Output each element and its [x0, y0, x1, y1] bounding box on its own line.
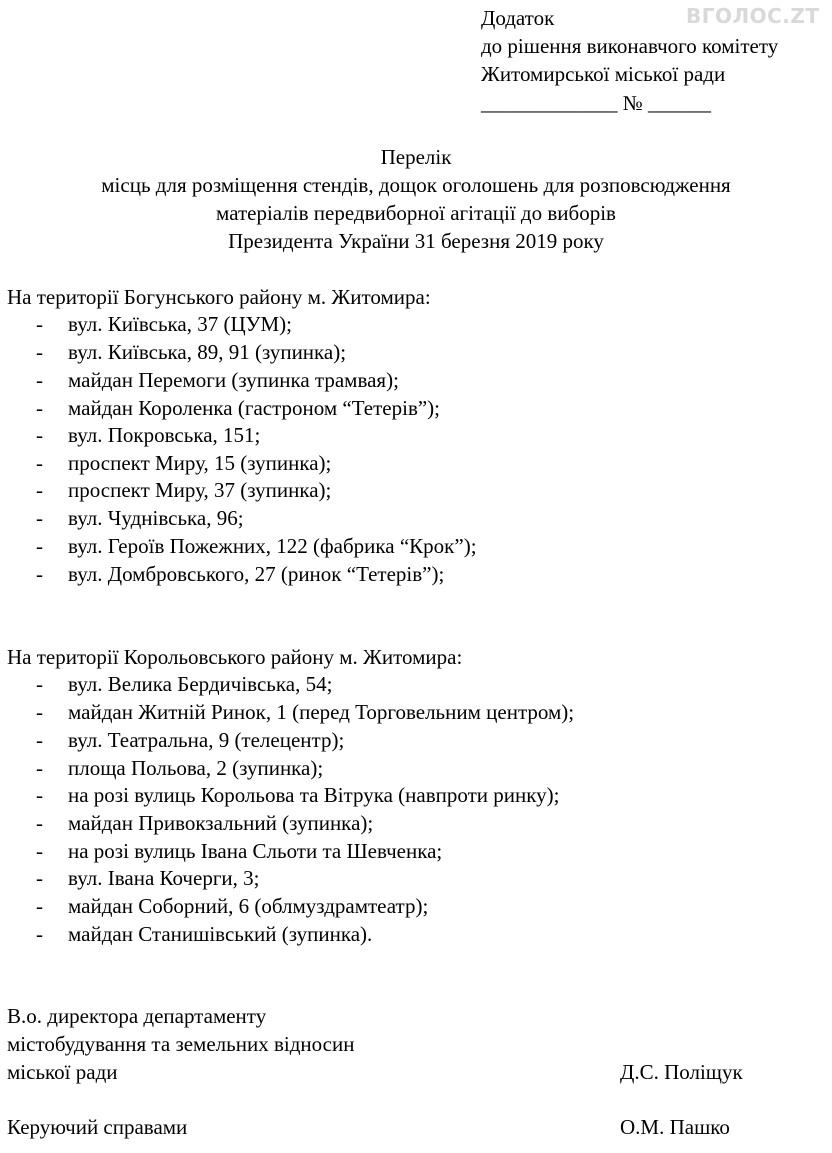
- list-item: вул. Київська, 89, 91 (зупинка);: [68, 340, 347, 364]
- bullet-dash: -: [36, 811, 43, 835]
- list-item: проспект Миру, 15 (зупинка);: [68, 451, 332, 475]
- list-item: майдан Перемоги (зупинка трамвая);: [68, 368, 399, 392]
- bullet-dash: -: [36, 728, 43, 752]
- section-heading: На території Корольовського району м. Житомира:: [7, 645, 463, 669]
- bullet-dash: -: [36, 506, 43, 530]
- bullet-dash: -: [36, 478, 43, 502]
- bullet-dash: -: [36, 756, 43, 780]
- bullet-dash: -: [36, 839, 43, 863]
- list-item: вул. Домбровського, 27 (ринок “Тетерів”);: [68, 562, 445, 586]
- bullet-dash: -: [36, 700, 43, 724]
- list-item: вул. Велика Бердичівська, 54;: [68, 672, 333, 696]
- list-item: проспект Миру, 37 (зупинка);: [68, 478, 332, 502]
- list-item: вул. Київська, 37 (ЦУМ);: [68, 312, 293, 336]
- bullet-dash: -: [36, 922, 43, 946]
- signer-title-line: В.о. директора департаменту: [7, 1004, 267, 1028]
- appendix-line: _____________ № ______: [481, 91, 712, 115]
- list-item: вул. Театральна, 9 (телецентр);: [68, 728, 345, 752]
- bullet-dash: -: [36, 866, 43, 890]
- list-item: вул. Чуднівська, 96;: [68, 506, 244, 530]
- appendix-line: Додаток: [481, 6, 555, 30]
- signer-title-line: містобудування та земельних відносин: [7, 1032, 355, 1056]
- list-item: майдан Соборний, 6 (облмуздрамтеатр);: [68, 894, 429, 918]
- list-item: вул. Івана Кочерги, 3;: [68, 866, 260, 890]
- list-item: майдан Станишівський (зупинка).: [68, 922, 373, 946]
- list-item: площа Польова, 2 (зупинка);: [68, 756, 324, 780]
- bullet-dash: -: [36, 451, 43, 475]
- signer-title: Керуючий справами: [7, 1115, 188, 1139]
- list-item: майдан Житній Ринок, 1 (перед Торговельним центром);: [68, 700, 575, 724]
- list-item: на розі вулиць Корольова та Вітрука (навпроти ринку);: [68, 783, 560, 807]
- title-line: Перелік: [380, 145, 452, 169]
- bullet-dash: -: [36, 423, 43, 447]
- bullet-dash: -: [36, 312, 43, 336]
- bullet-dash: -: [36, 368, 43, 392]
- bullet-dash: -: [36, 783, 43, 807]
- list-item: майдан Привокзальний (зупинка);: [68, 811, 374, 835]
- title-line: місць для розміщення стендів, дощок оголошень для розповсюдження: [101, 173, 731, 197]
- title-line: матеріалів передвиборної агітації до виборів: [216, 201, 616, 225]
- site-watermark: ВГОЛОС.ZT: [686, 4, 820, 28]
- bullet-dash: -: [36, 894, 43, 918]
- section-heading: На території Богунського району м. Житомира:: [7, 285, 431, 309]
- bullet-dash: -: [36, 340, 43, 364]
- bullet-dash: -: [36, 672, 43, 696]
- bullet-dash: -: [36, 562, 43, 586]
- signer-name: Д.С. Поліщук: [620, 1060, 743, 1084]
- bullet-dash: -: [36, 396, 43, 420]
- list-item: вул. Покровська, 151;: [68, 423, 261, 447]
- appendix-line: до рішення виконавчого комітету: [481, 34, 779, 58]
- list-item: вул. Героїв Пожежних, 122 (фабрика “Крок”);: [68, 534, 477, 558]
- bullet-dash: -: [36, 534, 43, 558]
- list-item: майдан Короленка (гастроном “Тетерів”);: [68, 396, 441, 420]
- list-item: на розі вулиць Івана Сльоти та Шевченка;: [68, 839, 443, 863]
- signer-title-line: міської ради: [7, 1060, 118, 1084]
- signer-name: О.М. Пашко: [620, 1115, 730, 1139]
- appendix-line: Житомирської міської ради: [481, 62, 726, 86]
- title-line: Президента України 31 березня 2019 року: [228, 229, 604, 253]
